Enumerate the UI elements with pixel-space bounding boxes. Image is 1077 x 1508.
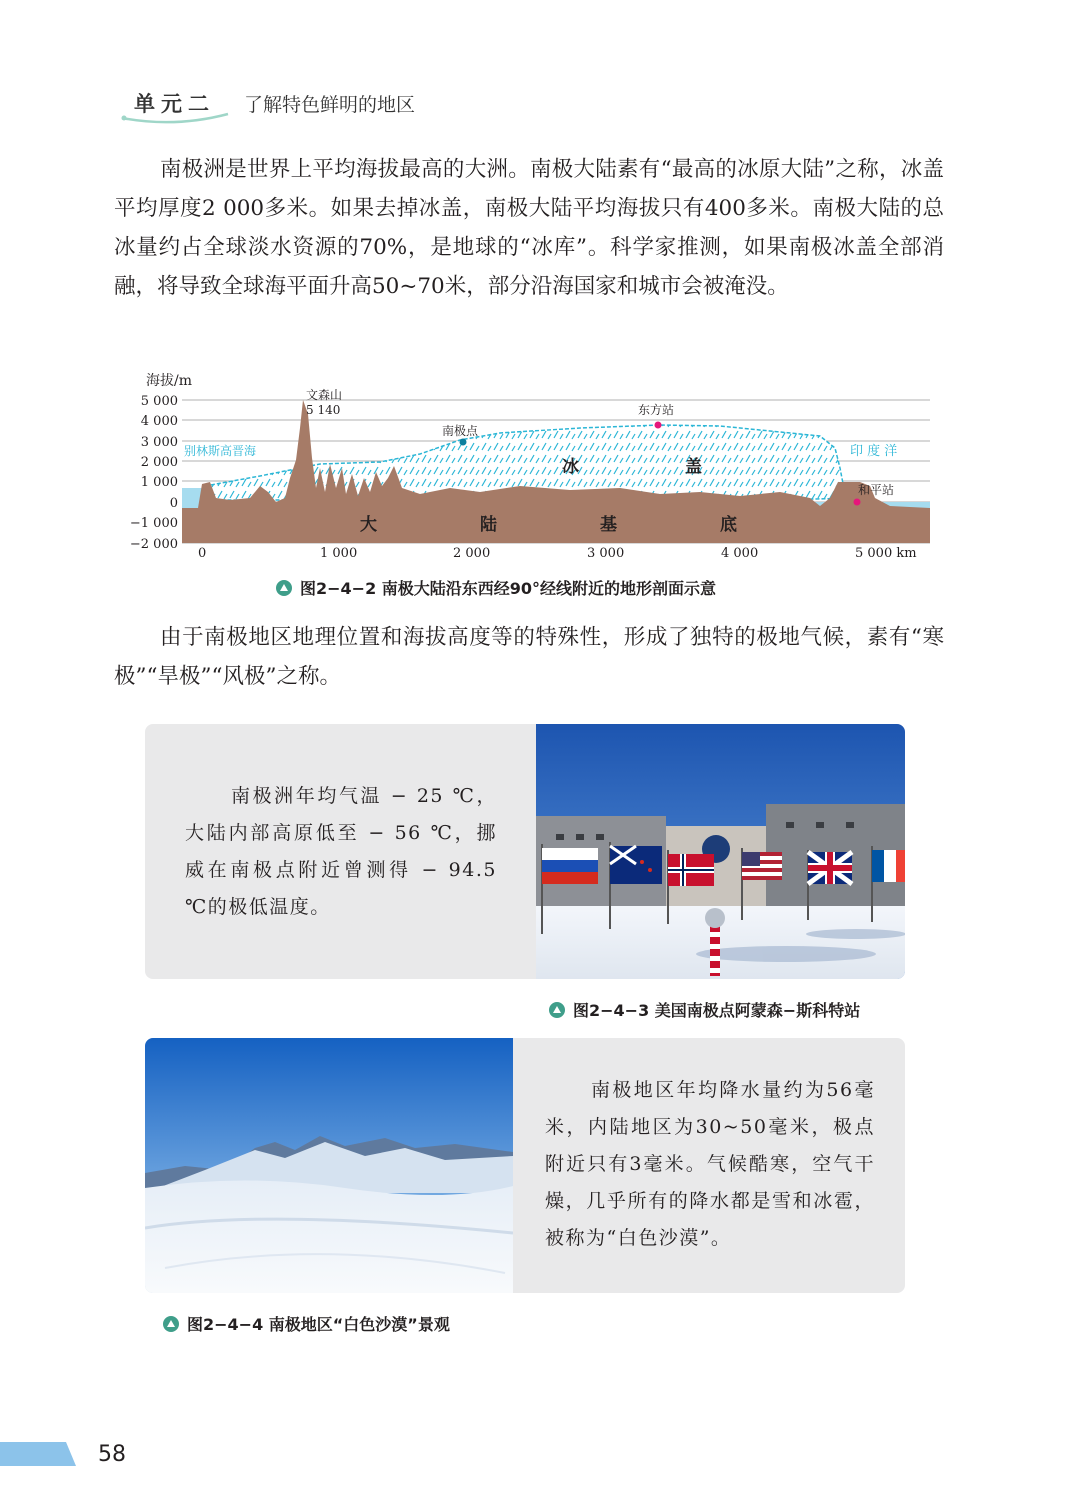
ice-label: 盖 (685, 457, 702, 477)
mirny-label: 和平站 (858, 483, 895, 497)
bellingshausen-label: 别林斯高晋海 (184, 444, 257, 458)
x-tick: 5 000 km (855, 546, 917, 561)
unit-title: 了解特色鲜明的地区 (244, 94, 416, 116)
station-photo (536, 724, 905, 979)
base-label: 大 (360, 515, 377, 535)
x-tick: 2 000 (453, 546, 491, 561)
caption-text: 图2−4−2 南极大陆沿东西经90°经线附近的地形剖面示意 (300, 579, 717, 598)
mirny-point (854, 499, 861, 506)
y-tick: 5 000 (140, 394, 178, 409)
vostok-label: 东方站 (638, 403, 675, 417)
south-pole-point (460, 439, 467, 446)
x-tick: 1 000 (320, 546, 358, 561)
triangle-icon (163, 1316, 179, 1332)
triangle-icon (549, 1002, 565, 1018)
y-tick: 1 000 (140, 475, 178, 490)
figure-caption (276, 576, 716, 599)
vinson-height-label: 5 140 (306, 403, 341, 417)
y-tick: −1 000 (129, 516, 178, 531)
x-tick: 0 (198, 546, 207, 561)
page-number: 58 (98, 1442, 126, 1467)
intro-paragraph: 南极洲是世界上平均海拔最高的大洲。南极大陆素有“最高的冰原大陆”之称，冰盖平均厚度2 000多米。如果去掉冰盖，南极大陆平均海拔只有400多米。南极大陆的总冰量约占全球淡水资源的70%，是地球的“冰库”。科学家推测，如果南极冰盖全部消融，将导致全球海平面升高50~70米，部分沿海国家和城市会被淹没。 (114, 157, 944, 299)
unit-label: 单元二 (134, 92, 215, 116)
y-tick: 3 000 (140, 435, 178, 450)
indian-ocean-label: 印 度 洋 (850, 444, 898, 459)
y-tick: 0 (169, 496, 178, 511)
x-tick: 3 000 (587, 546, 625, 561)
ice-label: 冰 (562, 457, 579, 477)
vinson-label: 文森山 (306, 388, 343, 402)
figure-caption (549, 998, 860, 1021)
y-axis-title: 海拔/m (146, 373, 192, 389)
y-tick: −2 000 (129, 537, 178, 552)
south-pole-label: 南极点 (442, 424, 479, 438)
base-label: 基 (600, 515, 617, 535)
triangle-icon (276, 580, 292, 596)
terrain-profile-diagram (120, 368, 940, 568)
unit-header (120, 86, 540, 136)
y-tick: 2 000 (140, 455, 178, 470)
y-tick: 4 000 (140, 414, 178, 429)
base-label: 底 (720, 515, 737, 535)
figure-caption (163, 1312, 450, 1335)
precipitation-text: 南极地区年均降水量约为56毫米，内陆地区为30~50毫米，极点附近只有3毫米。气候酷寒，空气干燥，几乎所有的降水都是雪和冰雹，被称为“白色沙漠”。 (545, 1079, 875, 1249)
white-desert-photo (145, 1038, 513, 1293)
page-tab-icon (0, 1442, 80, 1466)
vostok-point (655, 422, 662, 429)
x-tick: 4 000 (721, 546, 759, 561)
header-swoosh-icon (120, 110, 230, 126)
base-label: 陆 (480, 515, 497, 535)
caption-text: 图2−4−4 南极地区“白色沙漠”景观 (187, 1315, 450, 1334)
temperature-text: 南极洲年均气温 − 25 ℃，大陆内部高原低至 − 56 ℃，挪威在南极点附近曾测得 − 94.5 ℃的极低温度。 (185, 785, 497, 918)
climate-paragraph: 由于南极地区地理位置和海拔高度等的特殊性，形成了独特的极地气候，素有“寒极”“旱极”“风极”之称。 (114, 625, 944, 689)
caption-text: 图2−4−3 美国南极点阿蒙森−斯科特站 (573, 1001, 861, 1020)
